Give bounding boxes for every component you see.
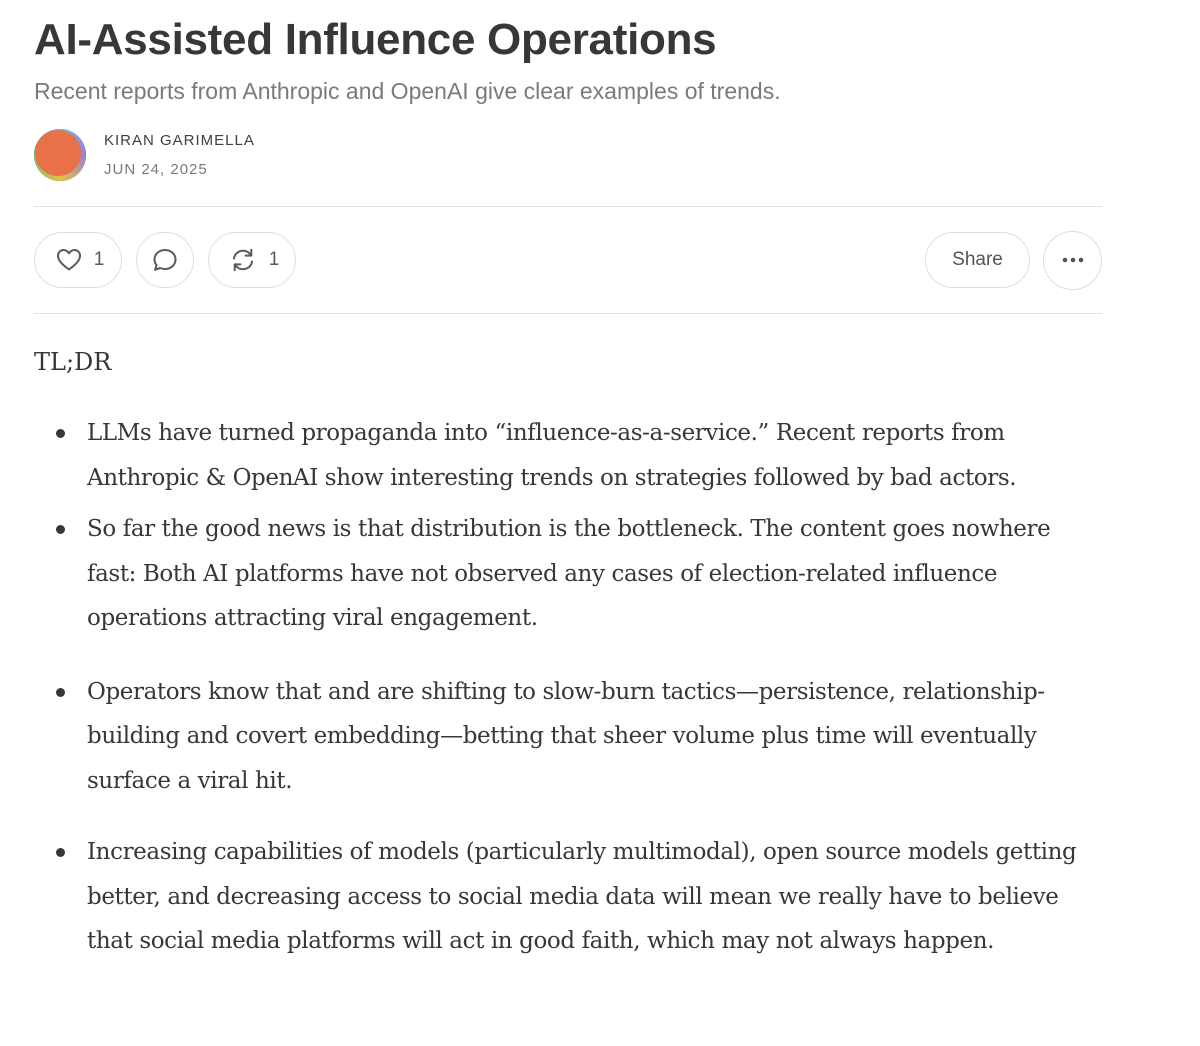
restack-button[interactable]	[208, 232, 296, 288]
speech-bubble-icon	[152, 247, 178, 273]
bullet-dot	[56, 688, 65, 697]
bullet-text: So far the good news is that distribution is the bottleneck. The content goes nowhere fast: Both AI platforms have not observed any cases of election-related influence operations attracting viral engagement.	[87, 516, 1051, 631]
post-actions	[34, 207, 1102, 313]
divider-bottom	[34, 313, 1102, 314]
comment-button[interactable]	[136, 232, 194, 288]
avatar[interactable]	[34, 129, 86, 181]
like-button[interactable]	[34, 232, 122, 288]
post-title: AI-Assisted Influence Operations	[34, 15, 717, 64]
tldr-heading: TL;DR	[34, 348, 112, 376]
list-item	[34, 670, 1102, 804]
bullet-dot	[56, 429, 65, 438]
heart-icon	[56, 248, 82, 272]
more-options-button[interactable]	[1043, 231, 1102, 290]
bullet-dot	[56, 848, 65, 857]
post-date: JUN 24, 2025	[104, 160, 208, 178]
bullet-dot	[56, 525, 65, 534]
byline	[34, 125, 1102, 185]
byline-meta	[104, 131, 255, 180]
list-item	[34, 411, 1102, 500]
author-name[interactable]: KIRAN GARIMELLA	[104, 131, 255, 149]
list-item	[34, 507, 1102, 641]
tldr-list	[34, 411, 1102, 964]
article-body	[34, 347, 1102, 964]
bullet-text: Operators know that and are shifting to slow-burn tactics—persistence, relationship-building and covert embedding—betting that sheer volume plus time will eventually surface a viral hit.	[87, 678, 1045, 794]
restack-count: 1	[268, 249, 280, 270]
ellipsis-icon	[1061, 257, 1085, 263]
post-subtitle: Recent reports from Anthropic and OpenAI give clear examples of trends.	[34, 78, 781, 104]
like-count: 1	[93, 249, 105, 270]
bullet-text: Increasing capabilities of models (particularly multimodal), open source models getting better, and decreasing access to social media data will mean we really have to believe that social media platforms will act in good faith, which may not always happen.	[87, 839, 1077, 954]
share-button[interactable]: Share	[925, 232, 1030, 288]
post-container	[34, 0, 1102, 964]
restack-arrows-icon	[229, 247, 257, 273]
bullet-text: LLMs have turned propaganda into “influence-as-a-service.” Recent reports from Anthropic & OpenAI show interesting trends on strategies followed by bad actors.	[87, 420, 1017, 491]
list-item	[34, 830, 1102, 964]
